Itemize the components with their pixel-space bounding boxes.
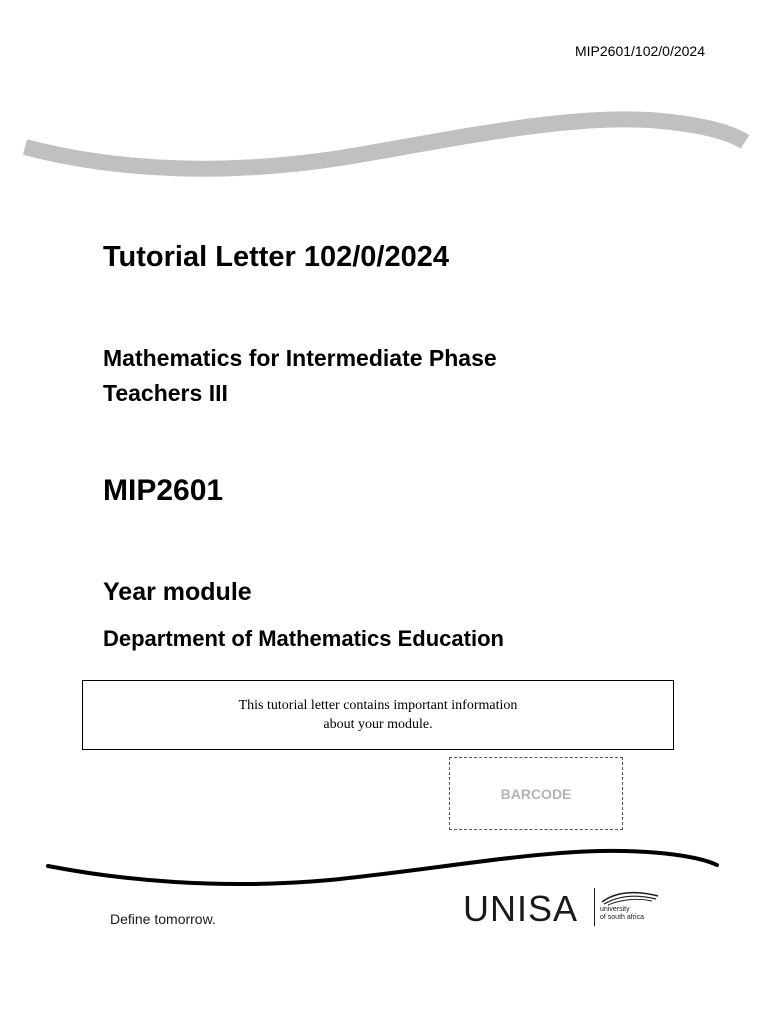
tutorial-letter-title: Tutorial Letter 102/0/2024 [103,241,450,273]
module-name-line-2: Teachers III [103,380,228,406]
unisa-logo-icon [600,890,660,906]
department-name: Department of Mathematics Education [103,626,504,651]
barcode-label: BARCODE [500,785,572,802]
document-reference-code: MIP2601/102/0/2024 [575,43,705,59]
info-notice-line-1: This tutorial letter contains important information [238,698,518,713]
slogan: Define tomorrow. [110,911,216,927]
logo-divider [594,888,595,926]
unisa-logo-subtext-line-1: university [600,906,630,913]
unisa-logo-subtext-line-2: of south africa [600,914,644,921]
info-notice-text [208,696,548,734]
info-notice-line-2: about your module. [323,717,433,732]
barcode-placeholder [449,757,623,830]
info-notice-box [82,680,674,750]
unisa-logo-subtext [600,906,670,922]
module-name-line-1: Mathematics for Intermediate Phase [103,345,497,371]
module-name [103,341,663,411]
decorative-wave-top [0,100,768,200]
unisa-logo-wordmark: UNISA [463,888,579,929]
module-type: Year module [103,578,252,606]
module-code: MIP2601 [103,474,224,507]
